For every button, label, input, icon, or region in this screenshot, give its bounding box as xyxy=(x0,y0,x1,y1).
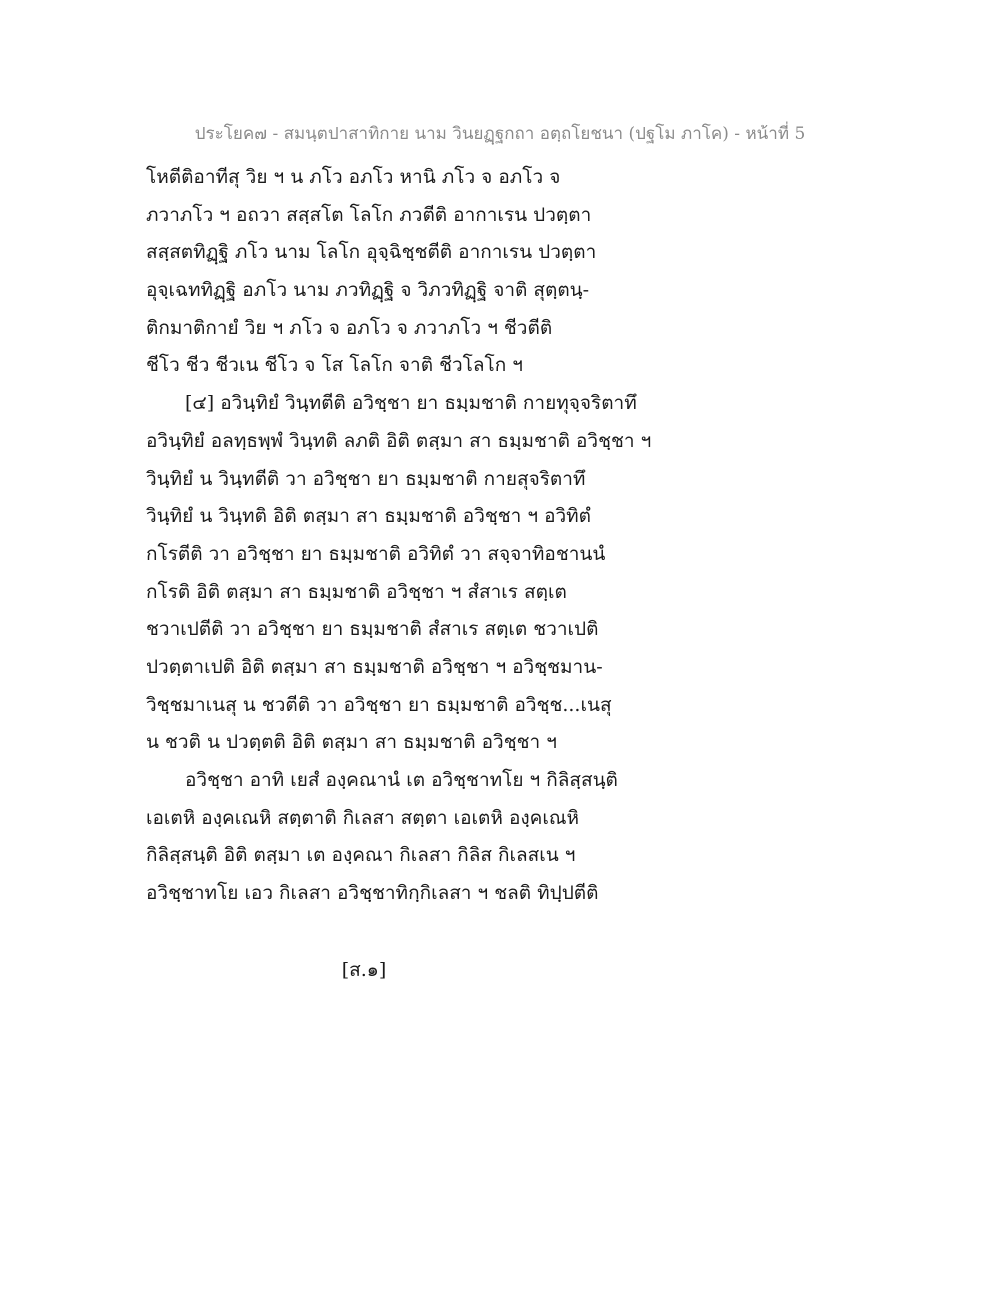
page-header: ประโยค๗ - สมนฺตปาสาทิกาย นาม วินยฏฺฐกถา อตฺถโยชนา (ปฐโม ภาโค) - หน้าที่ 5 xyxy=(194,124,806,144)
text-line: วินฺทิยํ น วินฺทติ อิติ ตสฺมา สา ธมฺมชาติ อวิชฺชา ฯ อวิทิตํ xyxy=(146,505,592,528)
text-line-indented: [๔] อวินฺทิยํ วินฺทตีติ อวิชฺชา ยา ธมฺมชาติ กายทุจฺจริตาทึ xyxy=(185,392,637,415)
page-signature: [ส.๑] xyxy=(341,959,387,981)
text-line: ชวาเปตีติ วา อวิชฺชา ยา ธมฺมชาติ สํสาเร สตฺเต ชวาเปติ xyxy=(146,618,599,641)
text-line: ภวาภโว ฯ อถวา สสฺสโต โลโก ภวตีติ อากาเรน ปวตฺตา xyxy=(146,203,592,226)
text-line: อวิชฺชาทโย เอว กิเลสา อวิชฺชาทิกฺกิเลสา ฯ ชลติ ทิปฺปตีติ xyxy=(146,882,599,905)
text-line: โหตีติอาทีสุ วิย ฯ น ภโว อภโว หานิ ภโว จ อภโว จ xyxy=(146,166,561,188)
text-line: เอเตหิ องฺคเณหิ สตฺตาติ กิเลสา สตฺตา เอเตหิ องฺคเณหิ xyxy=(146,806,579,829)
body-text xyxy=(146,159,846,913)
text-line: อุจฺเฉททิฏฺฐิ อภโว นาม ภวทิฏฺฐิ จ วิภวทิฏฺฐิ จาติ สุตฺตนฺ- xyxy=(146,279,590,302)
text-line: ชีโว ชีว ชีวเน ชีโว จ โส โลโก จาติ ชีวโลโก ฯ xyxy=(146,354,523,377)
text-line: น ชวติ น ปวตฺตติ อิติ ตสฺมา สา ธมฺมชาติ อวิชฺชา ฯ xyxy=(146,731,557,754)
text-line: กโรติ อิติ ตสฺมา สา ธมฺมชาติ อวิชฺชา ฯ สํสาเร สตฺเต xyxy=(146,580,567,603)
text-line: กโรตีติ วา อวิชฺชา ยา ธมฺมชาติ อวิทิตํ วา สจฺจาทิอชานนํ xyxy=(146,542,606,565)
text-line: ติกมาติกายํ วิย ฯ ภโว จ อภโว จ ภวาภโว ฯ ชีวตีติ xyxy=(146,316,553,339)
text-line: วินฺทิยํ น วินฺทตีติ วา อวิชฺชา ยา ธมฺมชาติ กายสุจริตาทึ xyxy=(146,467,586,490)
text-line: ปวตฺตาเปติ อิติ ตสฺมา สา ธมฺมชาติ อวิชฺชา ฯ อวิชฺชมาน- xyxy=(146,655,603,678)
text-line: สสฺสตทิฏฺฐิ ภโว นาม โลโก อุจฺฉิชฺชตีติ อากาเรน ปวตฺตา xyxy=(146,241,597,264)
text-line-indented: อวิชฺชา อาทิ เยสํ องฺคณานํ เต อวิชฺชาทโย ฯ กิลิสฺสนฺติ xyxy=(185,769,618,791)
text-line: กิลิสฺสนฺติ อิติ ตสฺมา เต องฺคณา กิเลสา กิลิส กิเลสเน ฯ xyxy=(146,844,576,867)
text-line: วิชฺชมาเนสุ น ชวตีติ วา อวิชฺชา ยา ธมฺมชาติ อวิชฺช...เนสุ xyxy=(146,693,612,716)
text-line: อวินฺทิยํ อลทฺธพฺพํ วินฺทติ ลภติ อิติ ตสฺมา สา ธมฺมชาติ อวิชฺชา ฯ xyxy=(146,429,652,452)
